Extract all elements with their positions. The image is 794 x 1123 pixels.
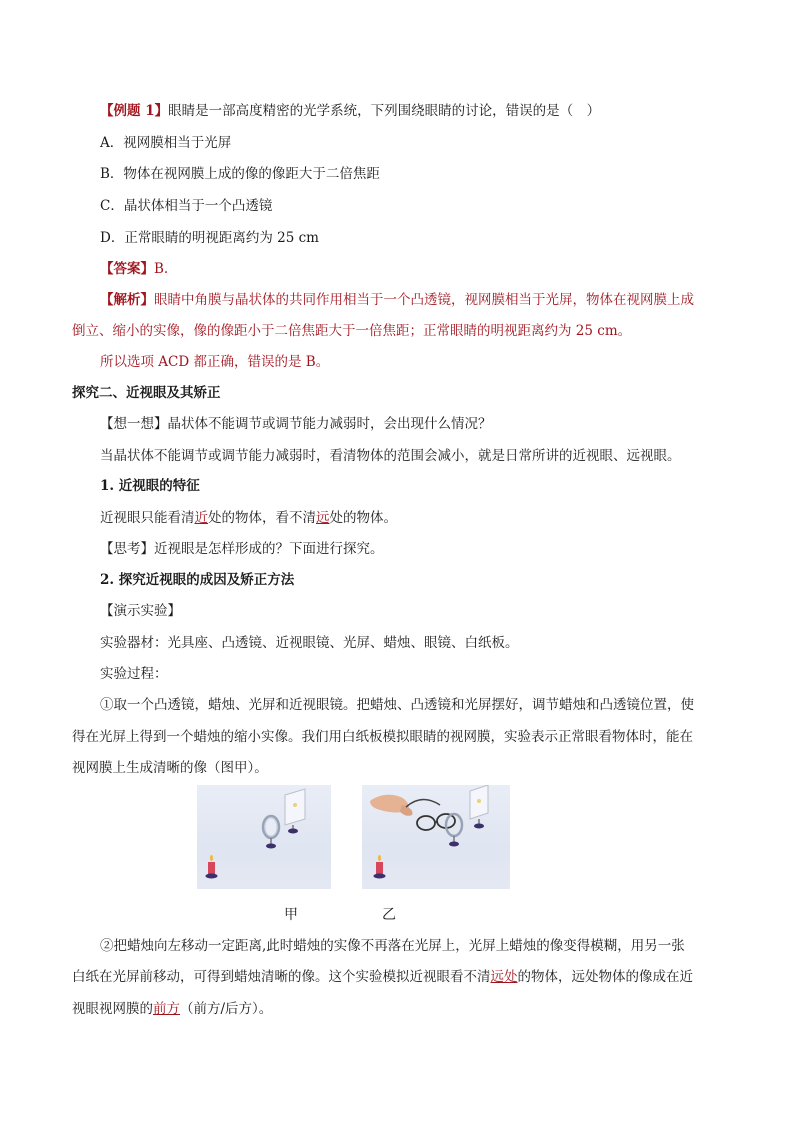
step1-line-1: ①取一个凸透镜，蜡烛、光屏和近视眼镜。把蜡烛、凸透镜和光屏摆好，调节蜡烛和凸透镜位置，使 <box>100 697 694 713</box>
reflect-tag: 【思考】 <box>100 541 154 557</box>
figure-normal-eye <box>197 785 331 889</box>
feature-near: 近 <box>194 510 208 526</box>
step2-line-3 <box>72 999 272 1019</box>
figure-label-jia: 甲 <box>284 907 298 923</box>
materials-line: 实验器材：光具座、凸透镜、近视眼镜、光屏、蜡烛、眼镜、白纸板。 <box>100 635 519 651</box>
option-c: C．晶状体相当于一个凸透镜 <box>100 198 273 214</box>
process-label: 实验过程： <box>100 666 168 682</box>
step2-front-answer: 前方 <box>153 1001 180 1017</box>
step1-line-2: 得在光屏上得到一个蜡烛的缩小实像。我们用白纸板模拟眼睛的视网膜，实验表示正常眼看物体时，能在 <box>72 729 693 745</box>
subheading-1: 1. 近视眼的特征 <box>100 478 200 494</box>
example-question-text: 眼睛是一部高度精密的光学系统，下列围绕眼睛的讨论，错误的是（ ） <box>168 103 601 119</box>
think-text: 晶状体不能调节或调节能力减弱时，会出现什么情况？ <box>167 416 492 432</box>
feature-text-1: 近视眼只能看清 <box>100 510 195 526</box>
step2-line-3-end: （前方/后方）。 <box>180 1001 273 1017</box>
analysis-line-2: 倒立、缩小的实像，像的像距小于二倍焦距大于一倍焦距；正常眼睛的明视距离约为 25 cm。 <box>72 323 632 339</box>
demo-tag: 【演示实验】 <box>100 603 181 619</box>
answer-line <box>100 259 168 279</box>
figure-myopia-eye <box>362 785 510 889</box>
analysis-tag: 【解析】 <box>100 292 154 308</box>
reflect-line <box>100 539 384 559</box>
step2-line-3-text: 视眼视网膜的 <box>72 1001 153 1017</box>
analysis-conclusion: 所以选项 ACD 都正确，错误的是 B。 <box>100 354 330 370</box>
think-tag: 【想一想】 <box>100 416 168 432</box>
option-a: A．视网膜相当于光屏 <box>100 135 232 151</box>
feature-text-2: 处的物体，看不清 <box>208 510 316 526</box>
answer-tag: 【答案】 <box>100 261 154 277</box>
step1-line-3: 视网膜上生成清晰的像（图甲）。 <box>72 760 268 776</box>
example-question <box>100 101 600 121</box>
option-b: B．物体在视网膜上成的像的像距大于二倍焦距 <box>100 166 380 182</box>
figure-label-yi: 乙 <box>382 907 396 923</box>
analysis-line-1 <box>100 290 694 310</box>
experiment-illustration-normal <box>197 785 331 889</box>
step2-far-answer: 远处 <box>490 969 518 985</box>
feature-line <box>100 508 397 528</box>
analysis-text-1: 眼睛中角膜与晶状体的共同作用相当于一个凸透镜，视网膜相当于光屏，物体在视网膜上成 <box>154 292 694 308</box>
step2-line-2 <box>72 967 693 987</box>
answer-value: B. <box>154 261 169 277</box>
option-d: D．正常眼睛的明视距离约为 25 cm <box>100 230 319 246</box>
think-answer: 当晶状体不能调节或调节能力减弱时，看清物体的范围会减小，就是日常所讲的近视眼、远视眼。 <box>100 448 681 464</box>
feature-text-3: 处的物体。 <box>329 510 397 526</box>
step2-line-2-text: 白纸在光屏前移动，可得到蜡烛清晰的像。这个实验模拟近视眼看不清 <box>72 969 491 985</box>
feature-far: 远 <box>316 510 330 526</box>
reflect-text: 近视眼是怎样形成的？下面进行探究。 <box>154 541 384 557</box>
example-tag: 【例题 1】 <box>100 103 169 119</box>
subheading-2: 2. 探究近视眼的成因及矫正方法 <box>100 572 295 588</box>
section-heading: 探究二、近视眼及其矫正 <box>72 385 221 401</box>
think-line <box>100 414 492 434</box>
step2-line-1: ②把蜡烛向左移动一定距离,此时蜡烛的实像不再落在光屏上，光屏上蜡烛的像变得模糊，用另一张 <box>100 938 685 954</box>
step2-line-2-end: 的物体，远处物体的像成在近 <box>517 969 693 985</box>
experiment-illustration-myopia <box>362 785 510 889</box>
